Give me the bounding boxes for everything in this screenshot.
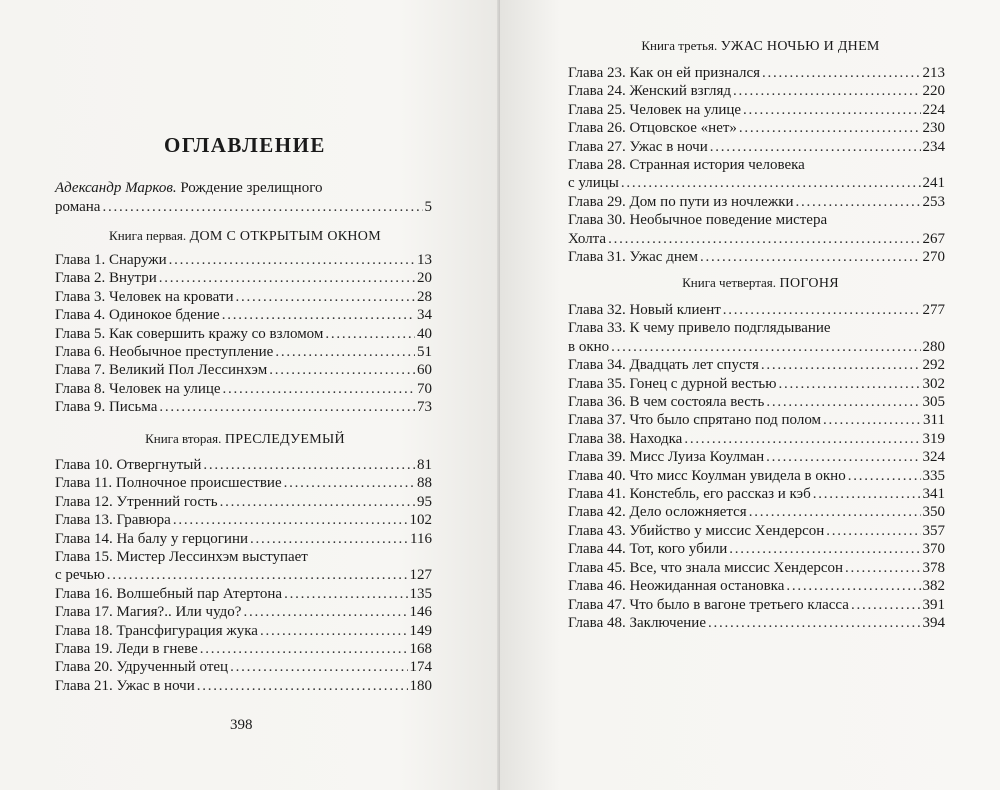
chapter-page: 28 — [417, 288, 432, 305]
chapter-entry — [55, 361, 432, 379]
chapter-title-cont: в окно — [568, 338, 610, 355]
chapter-page: 292 — [922, 357, 945, 374]
chapter-page: 305 — [922, 394, 945, 411]
book-title: УЖАС НОЧЬЮ И ДНЕМ — [720, 39, 880, 54]
chapter-title: Глава 20. Удрученный отец — [55, 659, 229, 676]
chapter-page: 230 — [922, 120, 945, 137]
chapter-page: 51 — [417, 344, 432, 361]
chapter-title: Глава 28. Странная история человека — [568, 157, 805, 174]
chapter-entry — [55, 251, 432, 269]
intro-entry — [55, 179, 432, 216]
dot-leader — [786, 577, 920, 595]
dot-leader — [710, 138, 921, 156]
chapter-page: 277 — [922, 302, 945, 318]
chapter-title: Глава 26. Отцовское «нет» — [568, 120, 737, 137]
chapter-title: Глава 14. На балу у герцогини — [55, 530, 249, 547]
chapter-title: Глава 2. Внутри — [55, 270, 157, 287]
dot-leader — [173, 511, 408, 529]
dot-leader — [739, 119, 921, 137]
chapter-title: Глава 25. Человек на улице — [568, 101, 742, 118]
dot-leader — [275, 343, 415, 361]
chapter-page: 324 — [922, 449, 945, 466]
chapter-entry — [55, 325, 432, 343]
chapter-entry — [55, 398, 432, 416]
chapter-entry — [55, 677, 432, 695]
chapter-title: Глава 13. Гравюра — [55, 512, 171, 529]
chapter-entry-cont — [55, 566, 432, 584]
dot-leader — [749, 503, 921, 521]
chapter-entry — [568, 596, 945, 614]
dot-leader — [848, 467, 921, 485]
dot-leader — [611, 338, 920, 356]
chapter-title-cont: Холта — [568, 230, 607, 247]
chapter-entry — [568, 156, 945, 174]
chapter-title: Глава 31. Ужас днем — [568, 249, 699, 266]
chapter-page: 180 — [409, 677, 432, 694]
dot-leader — [222, 306, 415, 324]
chapter-page: 70 — [417, 380, 432, 397]
chapter-page: 60 — [417, 362, 432, 379]
chapter-title: Глава 7. Великий Пол Лессинхэм — [55, 362, 268, 379]
chapter-entry — [568, 375, 945, 393]
book-label: Книга четвертая. — [682, 275, 777, 290]
chapter-page: 213 — [922, 65, 945, 81]
chapter-entry — [55, 343, 432, 361]
chapter-page: 224 — [922, 101, 945, 118]
chapter-page: 302 — [922, 375, 945, 392]
chapter-page: 335 — [922, 467, 945, 484]
dot-leader — [766, 393, 920, 411]
chapter-page: 391 — [922, 596, 945, 613]
chapter-entry — [55, 474, 432, 492]
dot-leader — [159, 398, 415, 416]
chapter-title: Глава 48. Заключение — [568, 614, 706, 631]
dot-leader — [684, 430, 920, 448]
chapter-page: 319 — [922, 430, 945, 447]
chapter-entry — [568, 503, 945, 521]
chapter-entry — [568, 64, 945, 82]
chapter-page: 174 — [409, 659, 432, 676]
book-title: ДОМ С ОТКРЫТЫМ ОКНОМ — [189, 229, 381, 244]
chapter-title: Глава 41. Констебль, его рассказ и кэб — [568, 486, 811, 503]
chapter-page: 81 — [417, 457, 432, 473]
chapter-page: 127 — [409, 567, 432, 584]
dot-leader — [723, 301, 921, 319]
chapter-page: 116 — [410, 530, 432, 547]
chapter-title: Глава 1. Снаружи — [55, 252, 167, 268]
intro-line-2 — [55, 198, 432, 216]
chapter-list-book-1 — [55, 251, 432, 417]
dot-leader — [236, 288, 415, 306]
chapter-page: 357 — [922, 522, 945, 539]
chapter-page: 146 — [409, 604, 432, 621]
chapter-title: Глава 38. Находка — [568, 430, 683, 447]
dot-leader — [766, 448, 920, 466]
dot-leader — [621, 174, 921, 192]
chapter-title: Глава 33. К чему привело подглядывание — [568, 320, 831, 337]
chapter-page: 95 — [417, 493, 432, 510]
chapter-title: Глава 17. Магия?.. Или чудо? — [55, 604, 242, 621]
chapter-page: 341 — [922, 486, 945, 503]
page-number: 398 — [230, 717, 253, 733]
chapter-page: 20 — [417, 270, 432, 287]
chapter-title: Глава 40. Что мисс Коулман увидела в окно — [568, 467, 846, 484]
chapter-entry — [568, 82, 945, 100]
chapter-entry — [55, 511, 432, 529]
chapter-title: Глава 24. Женский взгляд — [568, 83, 732, 100]
chapter-title: Глава 27. Ужас в ночи — [568, 138, 708, 155]
dot-leader — [284, 474, 415, 492]
chapter-title: Глава 32. Новый клиент — [568, 302, 721, 318]
chapter-entry — [568, 540, 945, 558]
chapter-title: Глава 45. Все, что знала миссис Хендерсон — [568, 559, 844, 576]
dot-leader — [203, 456, 415, 474]
book-heading-4 — [568, 275, 953, 292]
dot-leader — [220, 493, 415, 511]
dot-leader — [743, 101, 920, 119]
chapter-entry — [568, 522, 945, 540]
chapter-title: Глава 11. Полночное происшествие — [55, 475, 282, 492]
chapter-entry — [568, 485, 945, 503]
chapter-title: Глава 36. В чем состояла весть — [568, 394, 765, 411]
chapter-page: 280 — [922, 338, 945, 355]
chapter-title: Глава 3. Человек на кровати — [55, 288, 234, 305]
chapter-title: Глава 4. Одинокое бдение — [55, 307, 220, 324]
chapter-page: 73 — [417, 399, 432, 416]
chapter-page: 394 — [922, 614, 945, 631]
chapter-entry — [568, 393, 945, 411]
chapter-title: Глава 47. Что было в вагоне третьего класса — [568, 596, 849, 613]
dot-leader — [608, 230, 920, 248]
chapter-page: 40 — [417, 325, 432, 342]
chapter-entry — [568, 356, 945, 374]
chapter-title: Глава 43. Убийство у миссис Хендерсон — [568, 522, 825, 539]
book-heading-3 — [568, 38, 953, 55]
chapter-entry — [55, 530, 432, 548]
chapter-title: Глава 23. Как он ей признался — [568, 65, 761, 81]
dot-leader — [761, 356, 921, 374]
chapter-list-book-4 — [568, 301, 945, 632]
dot-leader — [250, 530, 408, 548]
chapter-entry — [55, 603, 432, 621]
chapter-title: Глава 35. Гонец с дурной вестью — [568, 375, 777, 392]
chapter-entry — [568, 248, 945, 266]
chapter-title: Глава 10. Отвергнутый — [55, 457, 202, 473]
chapter-entry — [55, 548, 432, 566]
dot-leader — [762, 64, 920, 82]
dot-leader — [813, 485, 921, 503]
chapter-entry — [568, 448, 945, 466]
chapter-list-book-3 — [568, 64, 945, 266]
chapter-title: Глава 12. Утренний гость — [55, 493, 218, 510]
chapter-entry — [55, 622, 432, 640]
chapter-page: 34 — [417, 307, 432, 324]
chapter-entry — [55, 640, 432, 658]
dot-leader — [729, 540, 920, 558]
dot-leader — [107, 566, 408, 584]
chapter-page: 220 — [922, 83, 945, 100]
book-heading-2 — [55, 431, 435, 448]
chapter-entry — [568, 301, 945, 319]
intro-title: Рождение зрелищного — [176, 180, 323, 196]
chapter-page: 382 — [922, 578, 945, 595]
chapter-entry — [55, 288, 432, 306]
chapter-entry — [568, 467, 945, 485]
chapter-entry — [568, 577, 945, 595]
chapter-entry-cont — [568, 338, 945, 356]
chapter-entry — [568, 319, 945, 337]
chapter-entry — [568, 119, 945, 137]
chapter-page: 270 — [922, 249, 945, 266]
intro-title-cont: романа — [55, 199, 101, 215]
chapter-entry — [568, 211, 945, 229]
chapter-entry — [568, 614, 945, 632]
chapter-title: Глава 39. Мисс Луиза Коулман — [568, 449, 765, 466]
chapter-entry — [568, 138, 945, 156]
chapter-title: Глава 8. Человек на улице — [55, 380, 221, 397]
chapter-page: 149 — [409, 622, 432, 639]
chapter-entry — [568, 559, 945, 577]
chapter-entry — [55, 380, 432, 398]
chapter-title: Глава 44. Тот, кого убили — [568, 541, 728, 558]
chapter-page: 378 — [922, 559, 945, 576]
chapter-page: 234 — [922, 138, 945, 155]
chapter-page: 88 — [417, 475, 432, 492]
dot-leader — [102, 198, 422, 216]
book-label: Книга третья. — [641, 38, 718, 53]
book-label: Книга первая. — [109, 228, 187, 243]
intro-line-1 — [55, 179, 432, 198]
chapter-title: Глава 5. Как совершить кражу со взломом — [55, 325, 324, 342]
chapter-page: 253 — [922, 193, 945, 210]
dot-leader — [851, 596, 921, 614]
chapter-page: 241 — [922, 175, 945, 192]
chapter-entry-cont — [568, 174, 945, 192]
chapter-page: 135 — [409, 585, 432, 602]
chapter-entry-cont — [568, 230, 945, 248]
toc-title: ОГЛАВЛЕНИЕ — [164, 133, 326, 157]
chapter-page: 102 — [409, 512, 432, 529]
chapter-title: Глава 19. Леди в гневе — [55, 641, 198, 658]
chapter-page: 350 — [922, 504, 945, 521]
dot-leader — [200, 640, 408, 658]
intro-author: Адександр Марков. — [55, 180, 177, 196]
dot-leader — [823, 411, 921, 429]
chapter-entry — [55, 456, 432, 474]
dot-leader — [708, 614, 921, 632]
chapter-entry — [55, 493, 432, 511]
chapter-title: Глава 9. Письма — [55, 399, 158, 416]
chapter-title: Глава 34. Двадцать лет спустя — [568, 357, 759, 374]
dot-leader — [243, 603, 407, 621]
dot-leader — [223, 380, 415, 398]
dot-leader — [845, 559, 920, 577]
dot-leader — [796, 193, 921, 211]
chapter-entry — [568, 430, 945, 448]
chapter-title: Глава 30. Необычное поведение мистера — [568, 212, 828, 229]
dot-leader — [778, 375, 920, 393]
chapter-page: 13 — [417, 252, 432, 268]
dot-leader — [230, 658, 407, 676]
chapter-title: Глава 15. Мистер Лессинхэм выступает — [55, 549, 308, 566]
chapter-title: Глава 16. Волшебный пар Атертона — [55, 585, 283, 602]
dot-leader — [260, 622, 408, 640]
dot-leader — [826, 522, 920, 540]
book-title: ПОГОНЯ — [779, 276, 839, 291]
chapter-title: Глава 46. Неожиданная остановка — [568, 578, 785, 595]
chapter-title: Глава 29. Дом по пути из ночлежки — [568, 193, 794, 210]
chapter-entry — [55, 585, 432, 603]
chapter-title: Глава 42. Дело осложняется — [568, 504, 747, 521]
dot-leader — [700, 248, 920, 266]
book-label: Книга вторая. — [145, 431, 222, 446]
book-title: ПРЕСЛЕДУЕМЫЙ — [224, 432, 345, 447]
chapter-title: Глава 6. Необычное преступление — [55, 344, 274, 361]
chapter-entry — [568, 193, 945, 211]
dot-leader — [159, 269, 415, 287]
intro-page: 5 — [424, 199, 432, 215]
chapter-page: 311 — [923, 412, 945, 429]
chapter-list-book-2 — [55, 456, 432, 695]
chapter-title-cont: с улицы — [568, 175, 619, 192]
dot-leader — [269, 361, 415, 379]
chapter-entry — [55, 269, 432, 287]
chapter-title-cont: с речью — [55, 567, 105, 584]
dot-leader — [197, 677, 408, 695]
chapter-entry — [568, 411, 945, 429]
chapter-title: Глава 21. Ужас в ночи — [55, 677, 195, 694]
right-page — [500, 0, 1000, 790]
chapter-page: 168 — [409, 641, 432, 658]
chapter-page: 370 — [922, 541, 945, 558]
chapter-page: 267 — [922, 230, 945, 247]
chapter-title: Глава 18. Трансфигурация жука — [55, 622, 258, 639]
chapter-entry — [55, 306, 432, 324]
dot-leader — [284, 585, 407, 603]
dot-leader — [325, 325, 415, 343]
dot-leader — [169, 251, 415, 269]
dot-leader — [733, 82, 920, 100]
chapter-entry — [55, 658, 432, 676]
book-heading-1 — [55, 228, 435, 245]
chapter-entry — [568, 101, 945, 119]
chapter-title: Глава 37. Что было спрятано под полом — [568, 412, 822, 429]
